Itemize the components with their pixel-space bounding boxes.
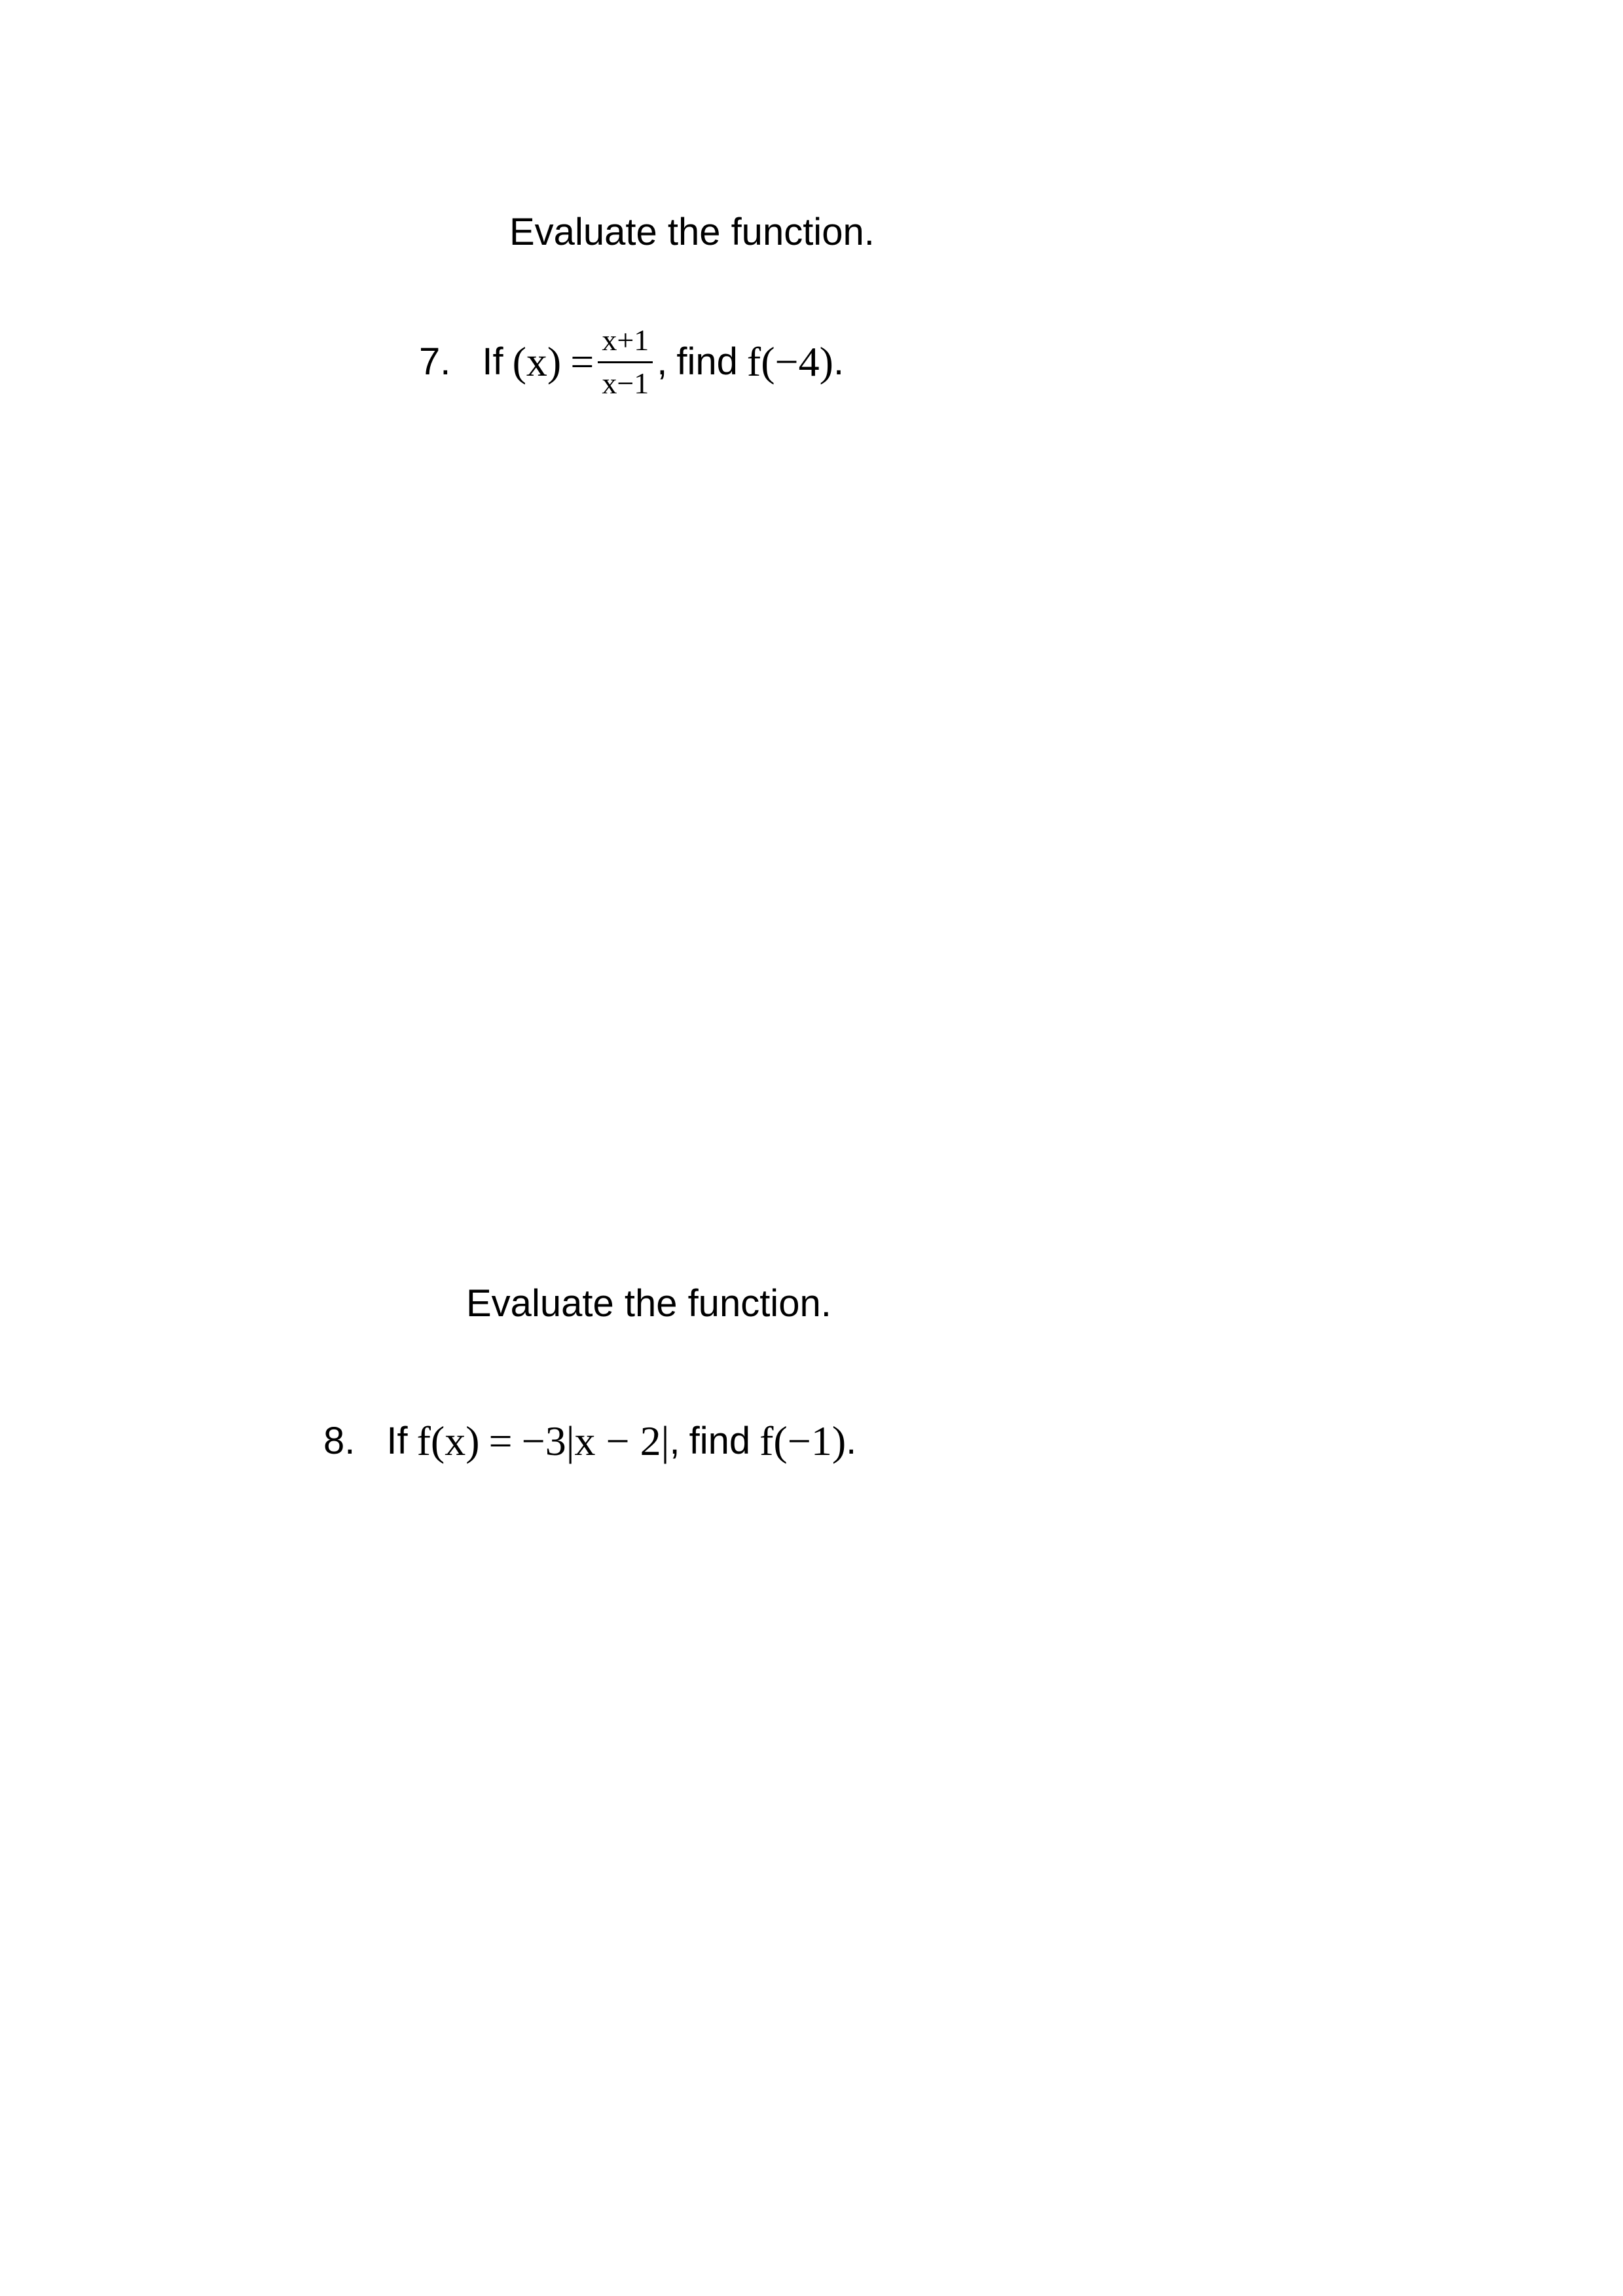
comma: ,: [669, 1420, 680, 1462]
find-word: find: [689, 1420, 751, 1462]
problem-8: [323, 1420, 856, 1462]
function-lhs: (x): [512, 338, 562, 386]
period: .: [833, 340, 845, 384]
target-expression: f(−1): [759, 1418, 847, 1464]
instruction-8: Evaluate the function.: [466, 1282, 831, 1325]
if-word: If: [482, 340, 503, 384]
problem-number: 8.: [323, 1420, 356, 1462]
function-lhs: f(x): [416, 1418, 480, 1464]
equals-sign: =: [570, 338, 594, 386]
comma: ,: [657, 340, 668, 384]
function-rhs: −3|x − 2|: [521, 1418, 670, 1464]
fraction: [598, 324, 653, 400]
fraction-numerator: x+1: [598, 324, 653, 363]
period: .: [846, 1420, 857, 1462]
fraction-denominator: x−1: [602, 366, 649, 400]
find-word: find: [676, 340, 738, 384]
instruction-7: Evaluate the function.: [509, 211, 875, 253]
target-expression: f(−4): [746, 338, 833, 386]
problem-number: 7.: [419, 340, 451, 384]
if-word: If: [386, 1420, 408, 1462]
problem-7: [419, 324, 844, 400]
equals-sign: =: [488, 1418, 513, 1464]
